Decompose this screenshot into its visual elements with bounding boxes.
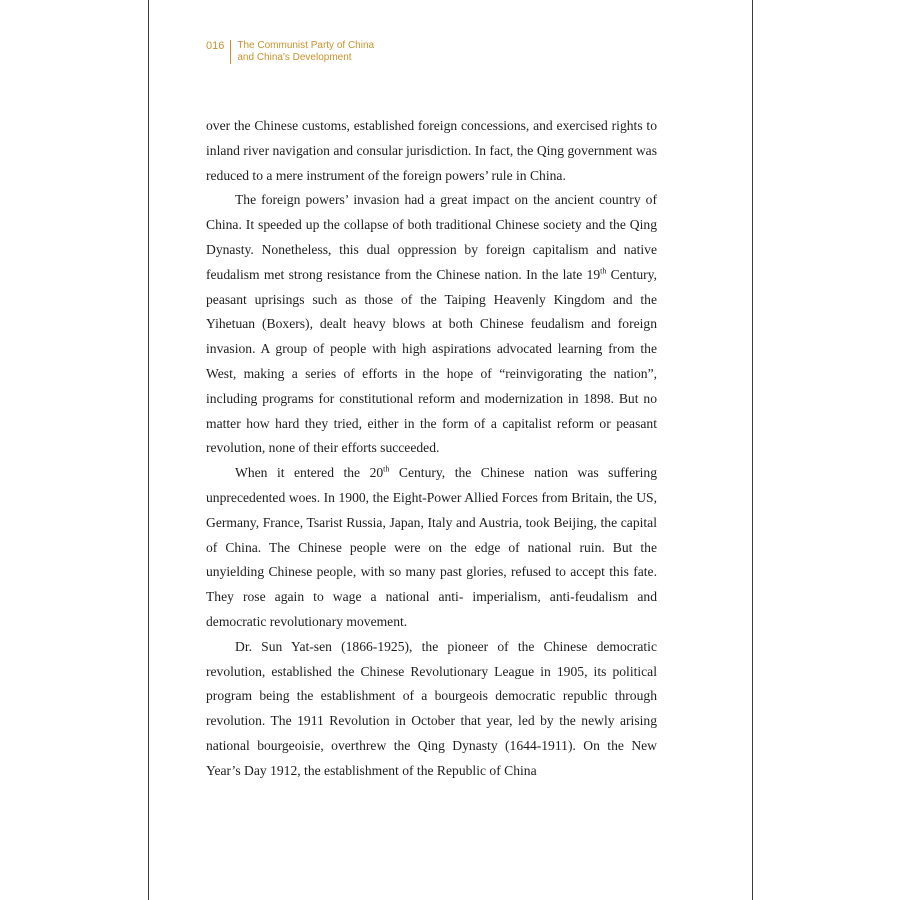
paragraph-1: over the Chinese customs, established foreign concessions, and exercised rights to inland river navigation and consular jurisdiction. In fact, the Qing government was reduced to a mere instrument of the foreign powers’ rule in China. xyxy=(206,118,657,183)
superscript-th: th xyxy=(383,464,390,474)
paragraph-3-text-b: Century, the Chinese nation was suffering unprecedented woes. In 1900, the Eight-Power Allied Forces from Britain, the US, Germany, France, Tsarist Russia, Japan, Italy and Austria, took Beijing, the capital of China. The Chinese people were on the edge of national ruin. But the unyielding Chinese people, with so many past glories, refused to accept this fate. They rose again to wage a national anti- imperialism, anti-feudalism and democratic revolutionary movement. xyxy=(206,465,657,629)
paragraph-3-text-a: When it entered the 20 xyxy=(235,465,384,481)
paragraph-3 xyxy=(206,461,657,635)
body-text xyxy=(206,114,657,784)
page-number: 016 xyxy=(206,40,231,64)
paragraph-2-text-b: Century, peasant uprisings such as those of the Taiping Heavenly Kingdom and the Yihetuan (Boxers), dealt heavy blows at both Chinese feudalism and foreign invasion. A group of people with high aspirations advocated learning from the West, making a series of efforts in the hope of “reinvigorating the nation”, including programs for constitutional reform and modernization in 1898. But no matter how hard they tried, either in the form of a capitalist reform or peasant revolution, none of their efforts succeeded. xyxy=(206,266,657,456)
running-head xyxy=(206,40,374,64)
book-title-line-2: and China's Development xyxy=(237,52,352,63)
paragraph-2-text-a: The foreign powers’ invasion had a great impact on the ancient country of China. It speeded up the collapse of both traditional Chinese society and the Qing Dynasty. Nonetheless, this dual oppression by foreign capitalism and native feudalism met strong resistance from the Chinese nation. In the late 19 xyxy=(206,192,657,282)
book-title-line-1: The Communist Party of China xyxy=(237,40,375,51)
superscript-th: th xyxy=(600,266,607,276)
book-page xyxy=(148,0,753,900)
paragraph-2 xyxy=(206,188,657,461)
book-title xyxy=(231,40,374,64)
paragraph-4: Dr. Sun Yat-sen (1866-1925), the pioneer of the Chinese democratic revolution, established the Chinese Revolutionary League in 1905, its political program being the establishment of a bourgeois democratic republic through revolution. The 1911 Revolution in October that year, led by the newly arising national bourgeoisie, overthrew the Qing Dynasty (1644-1911). On the New Year’s Day 1912, the establishment of the Republic of China xyxy=(206,638,657,778)
